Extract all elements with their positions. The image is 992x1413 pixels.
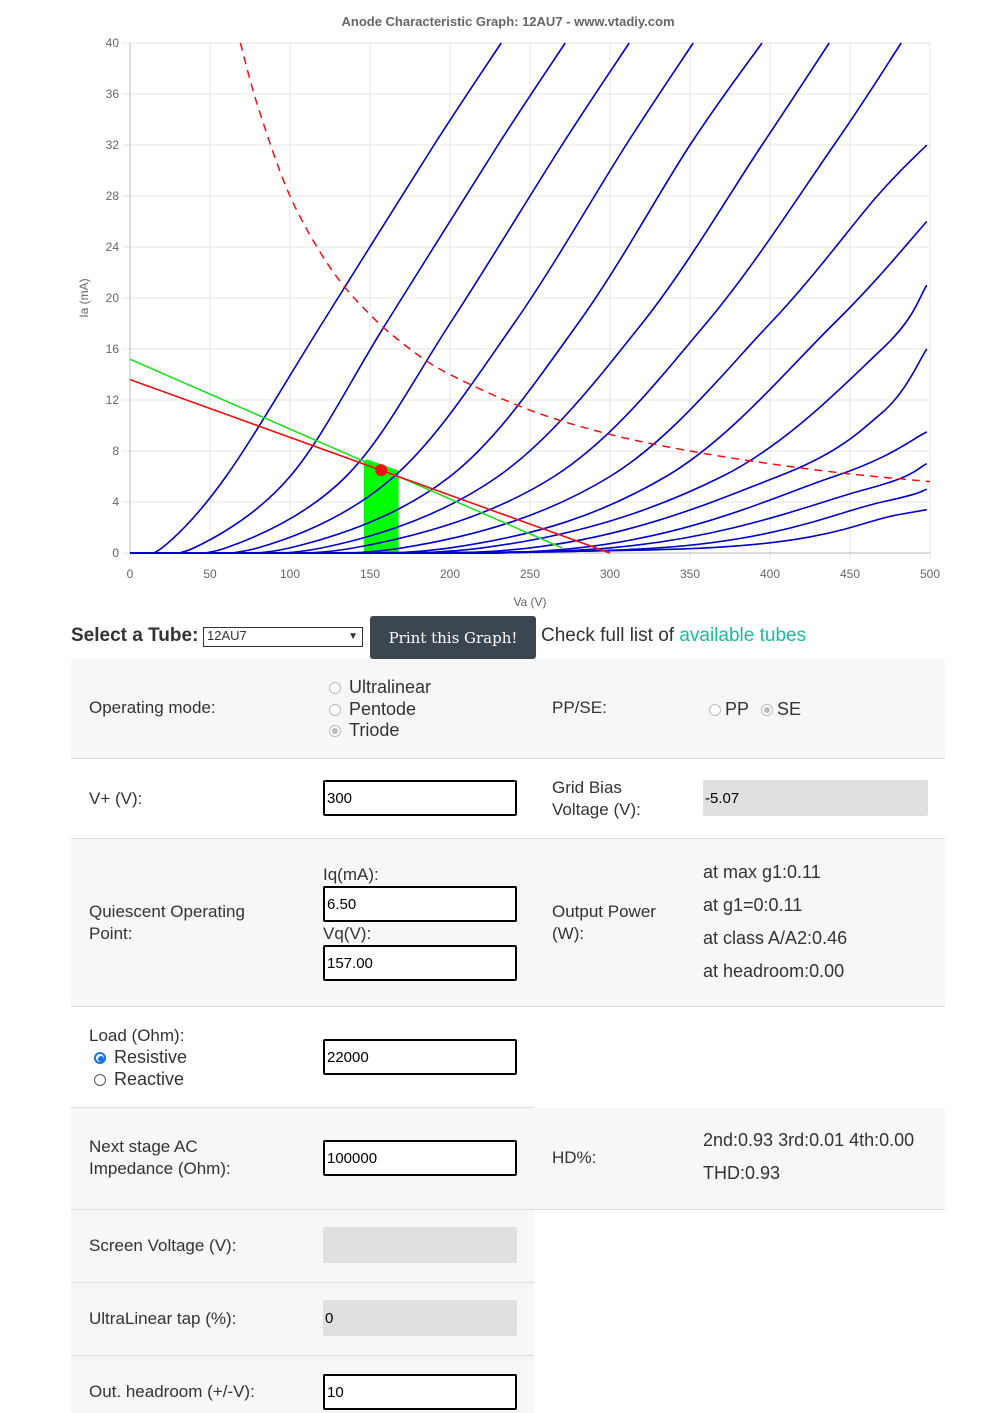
operating-mode-row [71, 659, 945, 759]
out-headroom-input[interactable] [323, 1374, 517, 1410]
power-headroom: at headroom:0.00 [703, 961, 845, 981]
load-input[interactable] [323, 1039, 517, 1075]
plate-curve-8 [130, 222, 927, 555]
check-tubes-text [541, 625, 806, 647]
x-axis-label: Va (V) [513, 595, 547, 609]
x-tick-label: 450 [839, 567, 861, 581]
iq-label: Iq(mA): [323, 865, 379, 884]
triode-radio[interactable] [329, 725, 341, 737]
plate-curve-0 [130, 43, 501, 555]
screen-voltage-row [71, 1210, 534, 1283]
quiescent-label-1: Quiescent Operating [89, 902, 245, 921]
tube-select-value: 12AU7 [207, 628, 247, 643]
ultralinear-label: Ultralinear [349, 677, 432, 697]
pp-option[interactable] [709, 699, 749, 720]
chart-title: Anode Characteristic Graph: 12AU7 - www.vtadiy.com [341, 14, 675, 29]
operating-mode-label: Operating mode: [89, 698, 216, 717]
x-tick-label: 0 [126, 567, 134, 581]
next-stage-label-1: Next stage AC [89, 1137, 198, 1156]
screen-voltage-input [323, 1227, 517, 1263]
plate-curve-1 [130, 43, 565, 555]
quiescent-row [71, 839, 945, 1007]
x-tick-label: 100 [279, 567, 301, 581]
se-option[interactable] [761, 699, 801, 720]
y-tick-label: 0 [112, 546, 119, 560]
next-stage-label-2: Impedance (Ohm): [89, 1159, 231, 1178]
plate-curve-5 [130, 43, 829, 555]
x-tick-label: 400 [759, 567, 781, 581]
resistive-label: Resistive [114, 1047, 188, 1067]
x-tick-label: 350 [679, 567, 701, 581]
plate-curve-11 [130, 432, 927, 555]
y-tick-label: 4 [112, 495, 119, 509]
vplus-input[interactable] [323, 780, 517, 816]
x-tick-label: 300 [599, 567, 621, 581]
ultralinear-radio[interactable] [329, 682, 341, 694]
grid-bias-label-2: Voltage (V): [552, 800, 641, 819]
quiescent-point [375, 464, 387, 476]
grid-bias-label-1: Grid Bias [552, 778, 622, 797]
hd-harmonics: 2nd:0.93 3rd:0.01 4th:0.00 [703, 1130, 915, 1150]
y-tick-label: 28 [105, 189, 119, 203]
pentode-label: Pentode [349, 699, 417, 719]
se-label: SE [777, 699, 802, 719]
load-option-reactive[interactable] [94, 1069, 184, 1090]
y-axis-label: Ia (mA) [77, 278, 91, 318]
power-g1-zero: at g1=0:0.11 [703, 895, 803, 915]
check-tubes-label: Check full list of [541, 625, 675, 646]
x-tick-label: 50 [203, 567, 217, 581]
y-tick-label: 20 [105, 291, 119, 305]
mode-option-triode[interactable] [329, 720, 399, 741]
select-tube-label: Select a Tube: [71, 625, 199, 646]
y-tick-label: 40 [105, 36, 119, 50]
output-power-label-2: (W): [552, 924, 585, 943]
tube-select-bar [71, 616, 951, 658]
power-max-g1: at max g1:0.11 [703, 862, 821, 882]
mode-option-ultralinear[interactable] [329, 677, 431, 698]
output-power-label-1: Output Power [552, 902, 656, 921]
screen-voltage-label: Screen Voltage (V): [89, 1236, 237, 1255]
y-tick-label: 32 [105, 138, 119, 152]
out-headroom-row [71, 1356, 534, 1413]
plate-curve-13 [130, 489, 927, 553]
triode-label: Triode [349, 720, 400, 740]
load-row [71, 1007, 534, 1108]
y-tick-label: 12 [105, 393, 119, 407]
next-stage-row [71, 1108, 945, 1210]
power-class-a: at class A/A2:0.46 [703, 928, 848, 948]
x-tick-label: 200 [439, 567, 461, 581]
available-tubes-link[interactable]: available tubes [679, 625, 807, 646]
next-stage-input[interactable] [323, 1140, 517, 1176]
y-tick-label: 36 [105, 87, 119, 101]
y-tick-label: 24 [105, 240, 119, 254]
pp-radio[interactable] [709, 704, 721, 716]
hd-label: HD%: [552, 1148, 597, 1167]
se-radio[interactable] [761, 704, 773, 716]
vq-input[interactable] [323, 945, 517, 981]
x-tick-label: 500 [919, 567, 941, 581]
tube-select-dropdown[interactable] [203, 627, 363, 647]
load-option-resistive[interactable] [94, 1047, 187, 1068]
grid-bias-input [703, 780, 928, 816]
pp-se-label: PP/SE: [552, 698, 607, 717]
chart-ticks [106, 36, 941, 581]
y-tick-label: 16 [105, 342, 119, 356]
ultralinear-tap-label: UltraLinear tap (%): [89, 1309, 237, 1328]
print-graph-button[interactable]: Print this Graph! [370, 616, 536, 659]
x-tick-label: 150 [359, 567, 381, 581]
pentode-radio[interactable] [329, 704, 341, 716]
resistive-radio[interactable] [94, 1052, 106, 1064]
chart-grid [122, 43, 930, 559]
vq-label: Vq(V): [323, 924, 372, 943]
load-label: Load (Ohm): [89, 1026, 185, 1045]
iq-input[interactable] [323, 886, 517, 922]
ultralinear-tap-row [71, 1283, 534, 1356]
out-headroom-label: Out. headroom (+/-V): [89, 1382, 255, 1401]
chevron-down-icon: ▼ [348, 631, 358, 642]
ac-load-line [130, 359, 562, 548]
anode-characteristic-chart [0, 0, 992, 615]
mode-option-pentode[interactable] [329, 699, 416, 720]
y-tick-label: 8 [112, 444, 119, 458]
pp-label: PP [725, 699, 750, 719]
ultralinear-tap-input [323, 1300, 517, 1336]
quiescent-label-2: Point: [89, 924, 133, 943]
x-tick-label: 250 [519, 567, 541, 581]
vplus-label: V+ (V): [89, 789, 143, 808]
thd-value: THD:0.93 [703, 1163, 781, 1183]
reactive-label: Reactive [114, 1069, 185, 1089]
reactive-radio[interactable] [94, 1074, 106, 1086]
vplus-row [71, 759, 945, 839]
plate-curve-6 [130, 43, 901, 555]
